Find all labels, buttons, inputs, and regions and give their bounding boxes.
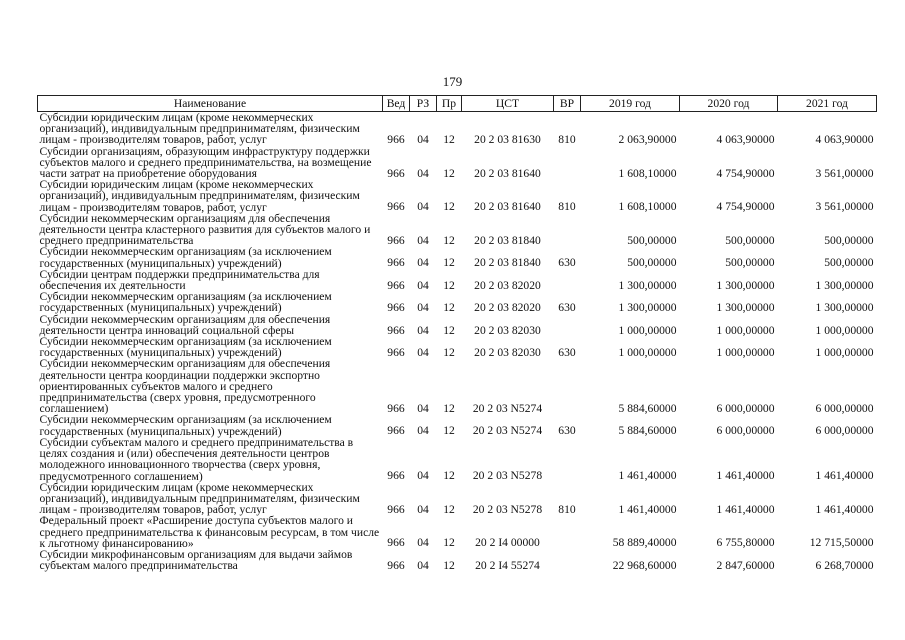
budget-table [37,95,877,571]
row-cst: 20 2 03 N5278 [472,502,543,516]
row-2020: 1 461,40000 [716,469,775,483]
row-ved: 966 [387,424,405,438]
row-name: Субсидии некоммерческим организациям (за исключением государственных (муниципальных) учреждений) [39,335,332,360]
header-2019: 2019 год [581,96,680,112]
row-cst: 20 2 03 N5274 [472,401,543,415]
row-name: Субсидии некоммерческим организациям (за исключением государственных (муниципальных) учреждений) [39,245,332,270]
row-name: Субсидии некоммерческим организациям для обеспечения деятельности центра координации поддержки экспортно ориентированных субъектов малого и среднего предпринимательства (сверх уровня, предусмотренного соглашением) [39,357,331,416]
row-2020: 4 754,90000 [716,200,775,214]
table-row [38,358,877,414]
row-name: Субсидии микрофинансовым организациям для выдачи займов субъектам малого предпринимательства [39,547,353,573]
row-cst: 20 2 I4 00000 [475,536,540,550]
table-row [38,515,877,549]
row-name: Субсидии организациям, образующим инфраструктуру поддержки субъектов малого и среднего предпринимательства, на возмещение части затрат на приобретение оборудования [39,144,372,181]
row-2019: 500,00000 [627,233,677,247]
row-name: Субсидии юридическим лицам (кроме некоммерческих организаций), индивидуальным предпринимателям, физическим лицам - производителям товаров, работ, услуг [39,178,360,214]
row-vr [554,314,581,336]
header-cst: ЦСТ [462,96,554,112]
row-name: Субсидии некоммерческим организациям (за исключением государственных (муниципальных) учреждений) [39,413,332,438]
table-row [38,549,877,571]
row-ved: 966 [387,200,405,214]
row-rz: 04 [417,502,429,516]
header-2020: 2020 год [680,96,778,112]
row-2021: 1 300,00000 [815,301,874,315]
row-rz: 04 [417,301,429,315]
row-rz: 04 [417,401,429,415]
row-pr: 12 [443,301,455,315]
row-2021: 500,00000 [824,233,874,247]
row-ved: 966 [387,323,405,337]
row-pr: 12 [443,345,455,359]
row-2019: 5 884,60000 [618,424,677,438]
row-rz: 04 [417,469,429,483]
row-2019: 1 608,10000 [618,200,677,214]
row-name: Субсидии некоммерческим организациям (за исключением государственных (муниципальных) учреждений) [39,290,332,315]
row-name: Субсидии центрам поддержки предпринимательства для обеспечения их деятельности [39,267,320,293]
row-rz: 04 [417,558,429,572]
row-2021: 3 561,00000 [815,200,874,214]
row-pr: 12 [443,536,455,550]
row-vr: 810 [558,133,576,147]
header-pr: Пр [437,96,462,112]
row-ved: 966 [387,401,405,415]
page-number: 179 [442,74,463,89]
row-2019: 1 300,00000 [618,278,677,292]
row-rz: 04 [417,233,429,247]
row-2020: 1 000,00000 [716,323,775,337]
row-cst: 20 2 03 82020 [474,301,541,315]
row-2019: 1 608,10000 [618,166,677,180]
row-vr [554,437,581,482]
row-pr: 12 [443,256,455,270]
row-2020: 6 755,80000 [716,536,775,550]
row-name: Субсидии некоммерческим организациям для обеспечения деятельности центра инноваций социальной сферы [39,312,331,337]
row-name: Субсидии юридическим лицам (кроме некоммерческих организаций), индивидуальным предпринимателям, физическим лицам - производителям товаров, работ, услуг [39,111,360,147]
row-vr: 810 [558,200,576,214]
row-name: Субсидии некоммерческим организациям для обеспечения деятельности центра кластерного развития для субъектов малого и среднего предпринимательства [39,211,371,248]
row-rz: 04 [417,278,429,292]
table-row [38,482,877,516]
row-2020: 6 000,00000 [716,401,775,415]
row-2021: 1 000,00000 [815,323,874,337]
table-row [38,336,877,358]
row-cst: 20 2 03 82030 [474,323,541,337]
row-cst: 20 2 03 N5278 [472,469,543,483]
row-2020: 2 847,60000 [716,558,775,572]
row-ved: 966 [387,278,405,292]
header-name: Наименование [38,96,383,112]
row-2020: 4 063,90000 [716,133,775,147]
row-pr: 12 [443,133,455,147]
row-ved: 966 [387,469,405,483]
row-2020: 500,00000 [725,256,775,270]
row-2021: 6 000,00000 [815,424,874,438]
row-2019: 5 884,60000 [618,401,677,415]
row-pr: 12 [443,558,455,572]
row-ved: 966 [387,133,405,147]
row-2021: 500,00000 [824,256,874,270]
row-rz: 04 [417,536,429,550]
row-cst: 20 2 03 82020 [474,278,541,292]
row-vr [554,213,581,247]
row-vr: 630 [558,345,576,359]
row-pr: 12 [443,200,455,214]
row-ved: 966 [387,256,405,270]
row-rz: 04 [417,256,429,270]
row-cst: 20 2 03 N5274 [472,424,543,438]
row-rz: 04 [417,166,429,180]
row-2021: 4 063,90000 [815,133,874,147]
row-name: Субсидии юридическим лицам (кроме некоммерческих организаций), индивидуальным предпринимателям, физическим лицам - производителям товаров, работ, услуг [39,480,360,517]
row-vr [554,146,581,180]
row-rz: 04 [417,133,429,147]
row-cst: 20 2 03 82030 [474,345,541,359]
row-pr: 12 [443,424,455,438]
row-cst: 20 2 03 81640 [474,200,541,214]
row-vr [554,549,581,571]
row-2019: 2 063,90000 [618,133,677,147]
row-pr: 12 [443,323,455,337]
row-ved: 966 [387,558,405,572]
row-rz: 04 [417,345,429,359]
row-2019: 1 000,00000 [618,345,677,359]
row-2021: 1 461,40000 [815,502,874,516]
row-2020: 1 000,00000 [716,345,775,359]
header-ved: Вед [383,96,410,112]
row-cst: 20 2 03 81640 [474,166,541,180]
row-2020: 1 300,00000 [716,278,775,292]
row-ved: 966 [387,301,405,315]
header-rz: РЗ [410,96,437,112]
row-2019: 1 300,00000 [618,301,677,315]
row-ved: 966 [387,502,405,516]
row-2019: 58 889,40000 [612,536,677,550]
row-vr [554,515,581,549]
row-2019: 1 461,40000 [618,502,677,516]
header-2021: 2021 год [778,96,877,112]
row-vr: 630 [558,256,576,270]
row-rz: 04 [417,200,429,214]
row-cst: 20 2 03 81840 [474,256,541,270]
row-2020: 6 000,00000 [716,424,775,438]
row-pr: 12 [443,166,455,180]
row-cst: 20 2 I4 55274 [475,558,540,572]
row-2019: 1 461,40000 [618,469,677,483]
row-2020: 1 461,40000 [716,502,775,516]
row-vr: 630 [558,301,576,315]
row-ved: 966 [387,166,405,180]
table-row [38,246,877,268]
row-2019: 22 968,60000 [612,558,677,572]
row-2021: 6 000,00000 [815,401,874,415]
row-2019: 500,00000 [627,256,677,270]
row-pr: 12 [443,278,455,292]
row-pr: 12 [443,233,455,247]
row-ved: 966 [387,233,405,247]
table-row [38,314,877,336]
row-2021: 1 000,00000 [815,345,874,359]
table-header-row [38,96,877,112]
row-cst: 20 2 03 81840 [474,233,541,247]
row-pr: 12 [443,502,455,516]
table-row [38,414,877,436]
row-2020: 500,00000 [725,233,775,247]
row-rz: 04 [417,424,429,438]
table-row [38,146,877,180]
row-2020: 1 300,00000 [716,301,775,315]
row-vr: 630 [558,424,576,438]
table-row [38,179,877,213]
row-vr: 810 [558,502,576,516]
row-name: Субсидии субъектам малого и среднего предпринимательства в целях создания и (или) обеспечения деятельности центров молодежного инновационного творчества (сверх уровня, предусмотренного соглашением) [39,435,354,483]
row-ved: 966 [387,536,405,550]
row-pr: 12 [443,469,455,483]
table-row [38,269,877,291]
row-ved: 966 [387,345,405,359]
table-row [38,437,877,482]
row-2021: 1 461,40000 [815,469,874,483]
row-2021: 12 715,50000 [809,536,874,550]
row-rz: 04 [417,323,429,337]
row-2020: 4 754,90000 [716,166,775,180]
row-name: Федеральный проект «Расширение доступа субъектов малого и среднего предпринимательства к финансовым ресурсам, в том числе к льготному финансированию» [39,514,380,550]
row-2019: 1 000,00000 [618,323,677,337]
table-row [38,291,877,313]
row-vr [554,358,581,414]
row-vr [554,269,581,291]
row-2021: 3 561,00000 [815,166,874,180]
table-row [38,112,877,146]
table-row [38,213,877,247]
row-cst: 20 2 03 81630 [474,133,541,147]
row-pr: 12 [443,401,455,415]
header-vr: ВР [554,96,581,112]
row-2021: 1 300,00000 [815,278,874,292]
row-2021: 6 268,70000 [815,558,874,572]
